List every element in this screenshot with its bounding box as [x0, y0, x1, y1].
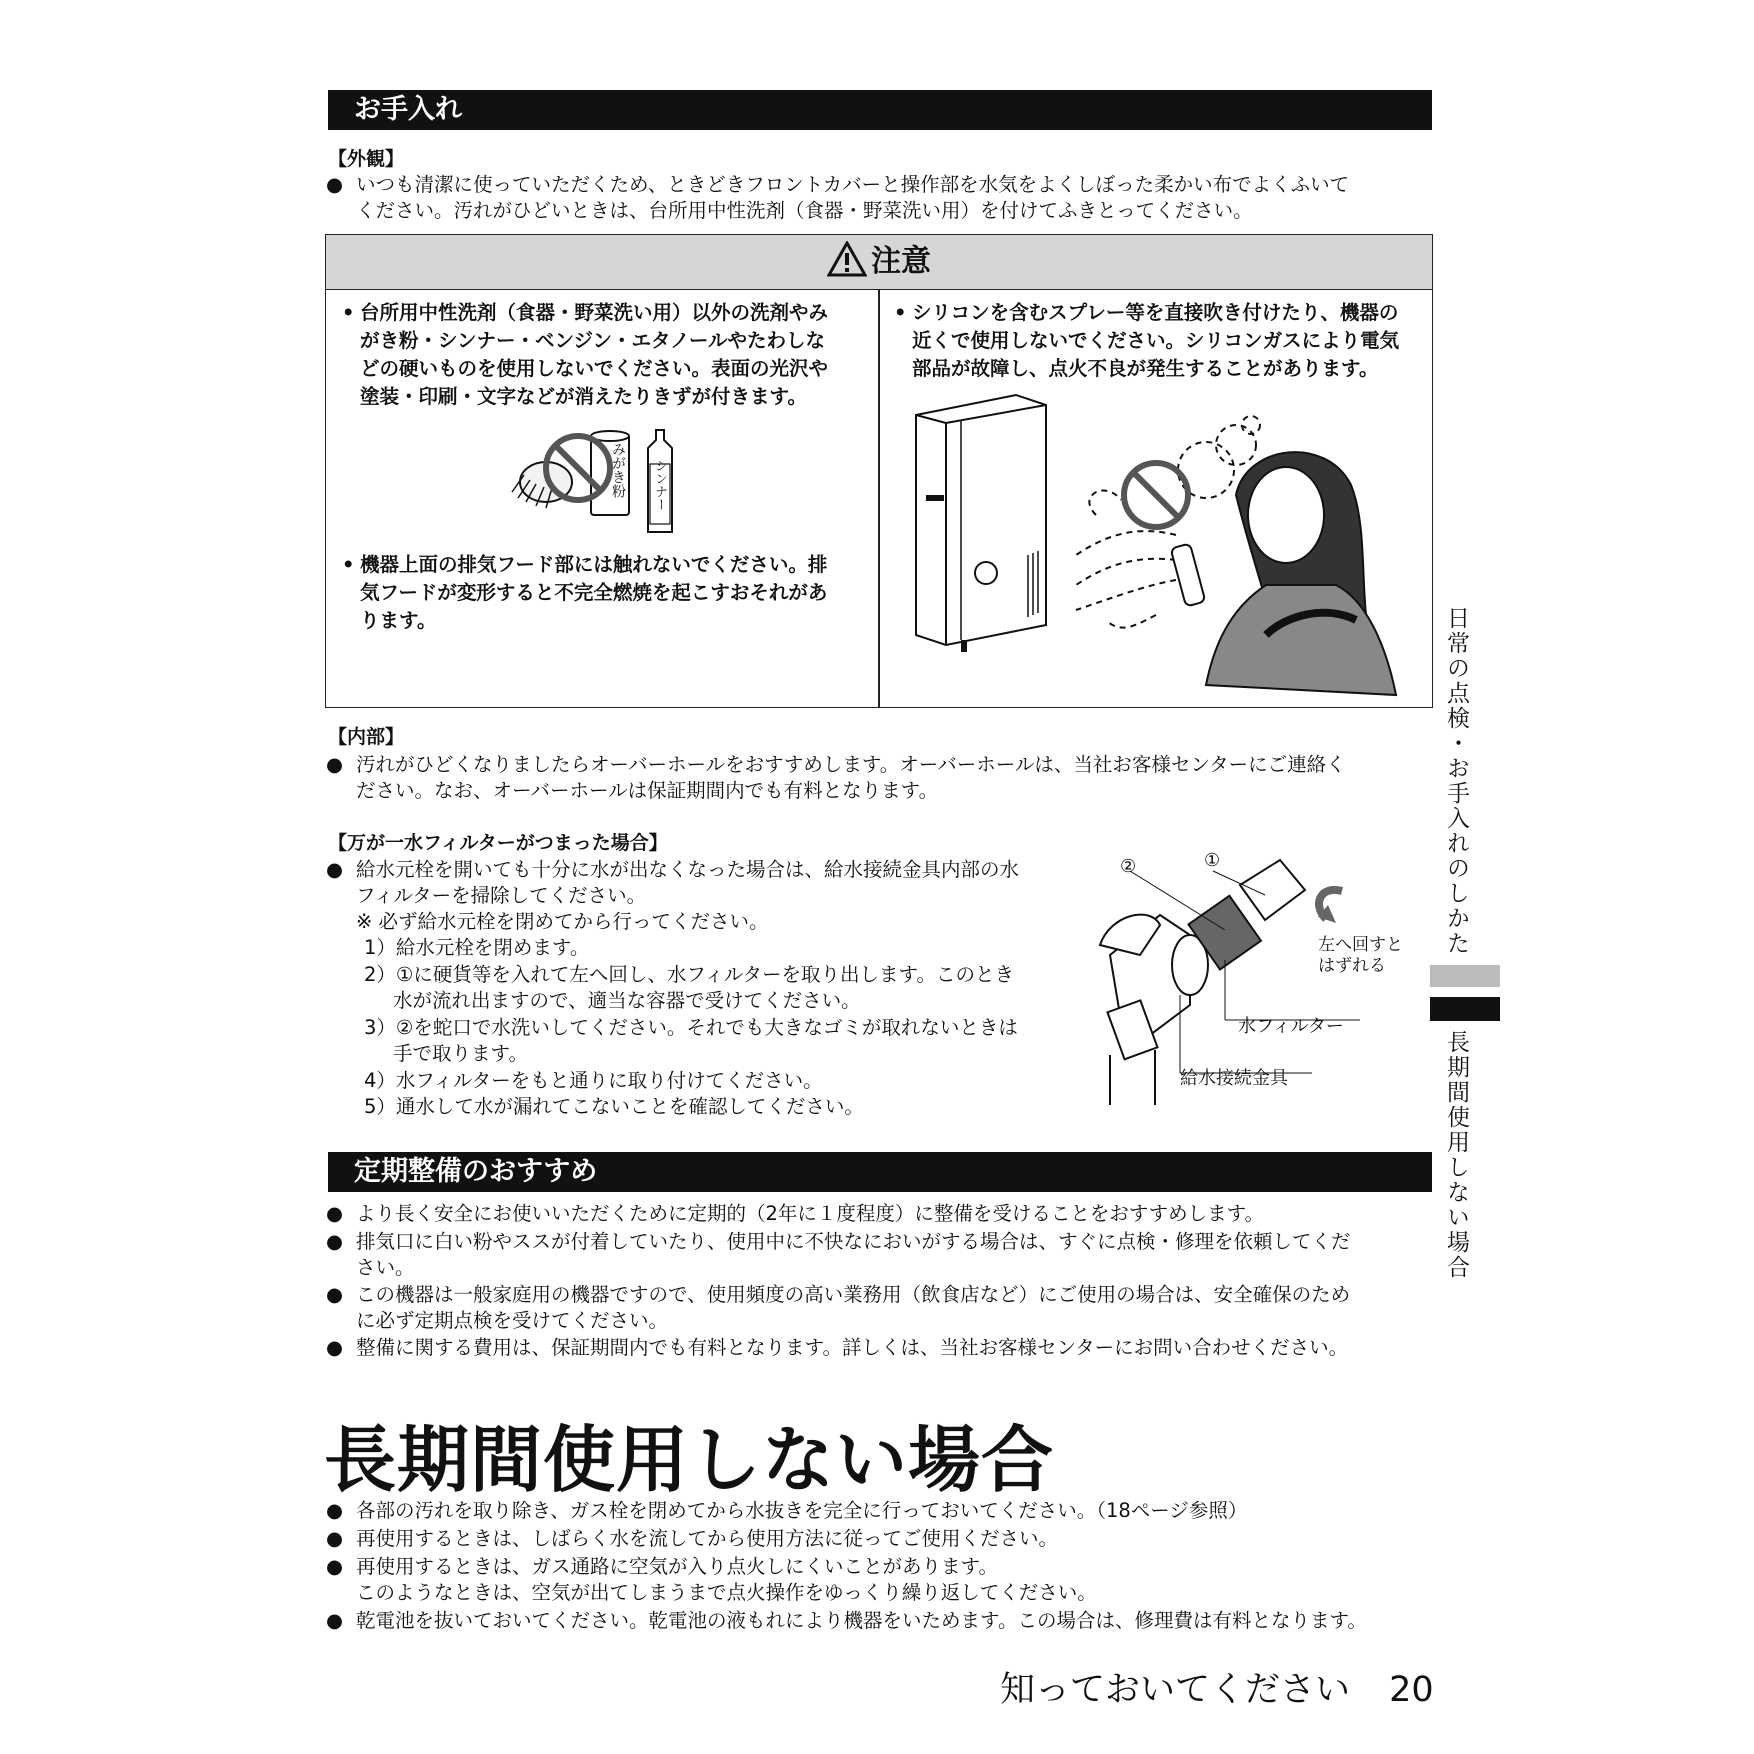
caution-right-1-line: 近くで使用しないでください。シリコンガスにより電気: [912, 329, 1400, 352]
cleaner-prohibited-illustration: [506, 420, 706, 540]
side-tab-upper: 日常の点検・お手入れのしかた: [1443, 606, 1469, 956]
cleanser-label: みがき粉: [610, 442, 626, 498]
spray-prohibited-illustration: [906, 385, 1416, 705]
maintenance-line: さい。: [356, 1256, 415, 1279]
exterior-label: 【外観】: [328, 148, 405, 170]
maintenance-line: より長く安全にお使いいただくために定期的（2年に１度程度）に整備を受けることをおすすめします。: [356, 1202, 1265, 1225]
caution-left-1-line: がき粉・シンナー・ベンジン・エタノールやたわしな: [360, 329, 825, 352]
mark-2: ②: [1120, 856, 1137, 877]
section-title-maintenance: 定期整備のおすすめ: [328, 1152, 1432, 1192]
caution-left-1-line: 塗装・印刷・文字などが消えたりきずが付きます。: [360, 385, 807, 408]
warning-icon: [827, 241, 867, 277]
bullet-icon: ●: [326, 753, 344, 776]
caution-divider: [878, 289, 880, 707]
small-bullet-icon: •: [894, 301, 907, 324]
bullet-icon: ●: [326, 1499, 344, 1522]
long-term-item: [326, 1526, 1058, 1552]
maintenance-item: [326, 1201, 1264, 1227]
fitting-callout: 給水接続金具: [1180, 1068, 1288, 1089]
exterior-text-1: いつも清潔に使っていただくため、ときどきフロントカバーと操作部を水気をよくしぼった柔かい布でよくふいて: [356, 173, 1350, 196]
caution-left-1-line: 台所用中性洗剤（食器・野菜洗い用）以外の洗剤やみ: [360, 301, 829, 324]
exterior-text-2: ください。汚れがひどいときは、台所用中性洗剤（食器・野菜洗い用）を付けてふきとってください。: [356, 199, 1253, 222]
rotate-note-line-2: はずれる: [1318, 956, 1386, 976]
step-item: 手で取ります。: [393, 1042, 528, 1065]
caution-left-1-line: どの硬いものを使用しないでください。表面の光沢や: [360, 357, 829, 380]
bullet-icon: ●: [326, 1527, 344, 1550]
section-title-care: お手入れ: [328, 90, 1432, 130]
step-item: 3）②を蛇口で水洗いしてください。それでも大きなゴミが取れないときは: [364, 1015, 1018, 1039]
filter-text-2: フィルターを掃除してください。: [356, 884, 647, 907]
filter-text-1: 給水元栓を開いても十分に水が出なくなった場合は、給水接続金具内部の水: [356, 858, 1020, 881]
maintenance-item: [326, 1335, 1348, 1361]
caution-header: [326, 235, 1432, 290]
caution-left-2: [342, 551, 872, 635]
maintenance-line: 整備に関する費用は、保証期間内でも有料となります。詳しくは、当社お客様センターにお問い合わせください。: [356, 1336, 1349, 1359]
maintenance-line: 排気口に白い粉やススが付着していたり、使用中に不快なにおいがする場合は、すぐに点検・修理を依頼してくだ: [356, 1230, 1351, 1253]
caution-left-2-line: 機器上面の排気フード部には触れないでください。排: [360, 553, 828, 576]
filter-note: ※ 必ず給水元栓を閉めてから行ってください。: [356, 910, 769, 933]
woman-figure: [1171, 452, 1396, 695]
small-bullet-icon: •: [342, 553, 355, 576]
exterior-bullet: [326, 172, 1349, 224]
filter-label: 【万が一水フィルターがつまった場合】: [328, 832, 668, 854]
bullet-icon: ●: [326, 173, 344, 196]
page-footer: [1000, 1662, 1434, 1712]
caution-left-2-line: 気フードが変形すると不完全燃焼を起こすおそれがあ: [360, 581, 828, 604]
page-number: 20: [1389, 1670, 1434, 1710]
bullet-icon: ●: [326, 1202, 344, 1225]
step-item: 5）通水して水が漏れてこないことを確認してください。: [364, 1095, 864, 1118]
long-term-line: 再使用するときは、ガス通路に空気が入り点火しにくいことがあります。: [356, 1555, 998, 1578]
long-term-title: 長期間使用しない場合: [324, 1418, 1055, 1502]
thinner-label: シンナー: [652, 459, 667, 511]
caution-title: 注意: [871, 244, 931, 279]
interior-text-1: 汚れがひどくなりましたらオーバーホールをおすすめします。オーバーホールは、当社お客様センターにご連絡く: [356, 753, 1346, 776]
bullet-icon: ●: [326, 1283, 344, 1306]
interior-label: 【内部】: [328, 726, 405, 748]
side-tab-active-marker: [1430, 997, 1500, 1021]
long-term-item: [326, 1608, 1367, 1634]
filter-bullet: [326, 857, 1019, 935]
caution-left-2-line: ります。: [360, 609, 437, 632]
bullet-icon: ●: [326, 1336, 344, 1359]
prohibited-icon: [1124, 463, 1188, 527]
interior-text-2: ださい。なお、オーバーホールは保証期間内でも有料となります。: [356, 779, 939, 802]
water-heater-icon: [916, 395, 1046, 652]
long-term-item: [326, 1554, 1097, 1606]
step-item: 2）①に硬貨等を入れて左へ回し、水フィルターを取り出します。このとき: [364, 962, 1014, 986]
brush-icon: [512, 462, 572, 508]
filter-callout: 水フィルター: [1238, 1016, 1344, 1037]
maintenance-item: [326, 1282, 1350, 1334]
maintenance-item: [326, 1229, 1351, 1281]
step-item: 1）給水元栓を閉めます。: [364, 936, 590, 959]
interior-bullet: [326, 752, 1346, 804]
step-item: 水が流れ出ますので、適当な容器で受けてください。: [393, 989, 861, 1012]
footer-section: 知っておいてください: [1000, 1670, 1351, 1710]
caution-box: [325, 234, 1433, 708]
maintenance-line: に必ず定期点検を受けてください。: [356, 1309, 669, 1332]
step-item: 4）水フィルターをもと通りに取り付けてください。: [364, 1068, 823, 1092]
caution-left-1: [342, 299, 872, 411]
long-term-item: [326, 1498, 1247, 1524]
mark-1: ①: [1204, 850, 1221, 871]
rotate-note-line-1: 左へ回すと: [1318, 935, 1403, 955]
maintenance-line: この機器は一般家庭用の機器ですので、使用頻度の高い業務用（飲食店など）にご使用の場合は、安全確保のため: [356, 1283, 1351, 1306]
side-tab-grey-marker: [1430, 965, 1500, 987]
long-term-line: 各部の汚れを取り除き、ガス栓を閉めてから水抜きを完全に行っておいてください。（18ページ参照）: [356, 1499, 1248, 1522]
bullet-icon: ●: [326, 1555, 344, 1578]
small-bullet-icon: •: [342, 301, 355, 324]
rotate-arrow-icon: [1318, 890, 1342, 923]
rotate-note: [1318, 935, 1403, 977]
long-term-line: このようなときは、空気が出てしまうまで点火操作をゆっくり繰り返してください。: [356, 1581, 1097, 1604]
bullet-icon: ●: [326, 1609, 344, 1632]
caution-right-1-line: 部品が故障し、点火不良が発生することがあります。: [912, 357, 1379, 380]
bullet-icon: ●: [326, 1230, 344, 1253]
caution-right-1: [894, 299, 1424, 383]
caution-right-1-line: シリコンを含むスプレー等を直接吹き付けたり、機器の: [912, 301, 1399, 324]
bullet-icon: ●: [326, 858, 344, 881]
filter-steps: [364, 935, 1018, 1121]
side-tab-lower: 長期間使用しない場合: [1443, 1030, 1469, 1280]
long-term-line: 再使用するときは、しばらく水を流してから使用方法に従ってご使用ください。: [356, 1527, 1059, 1550]
long-term-line: 乾電池を抜いておいてください。乾電池の液もれにより機器をいためます。この場合は、修理費は有料となります。: [356, 1609, 1367, 1632]
